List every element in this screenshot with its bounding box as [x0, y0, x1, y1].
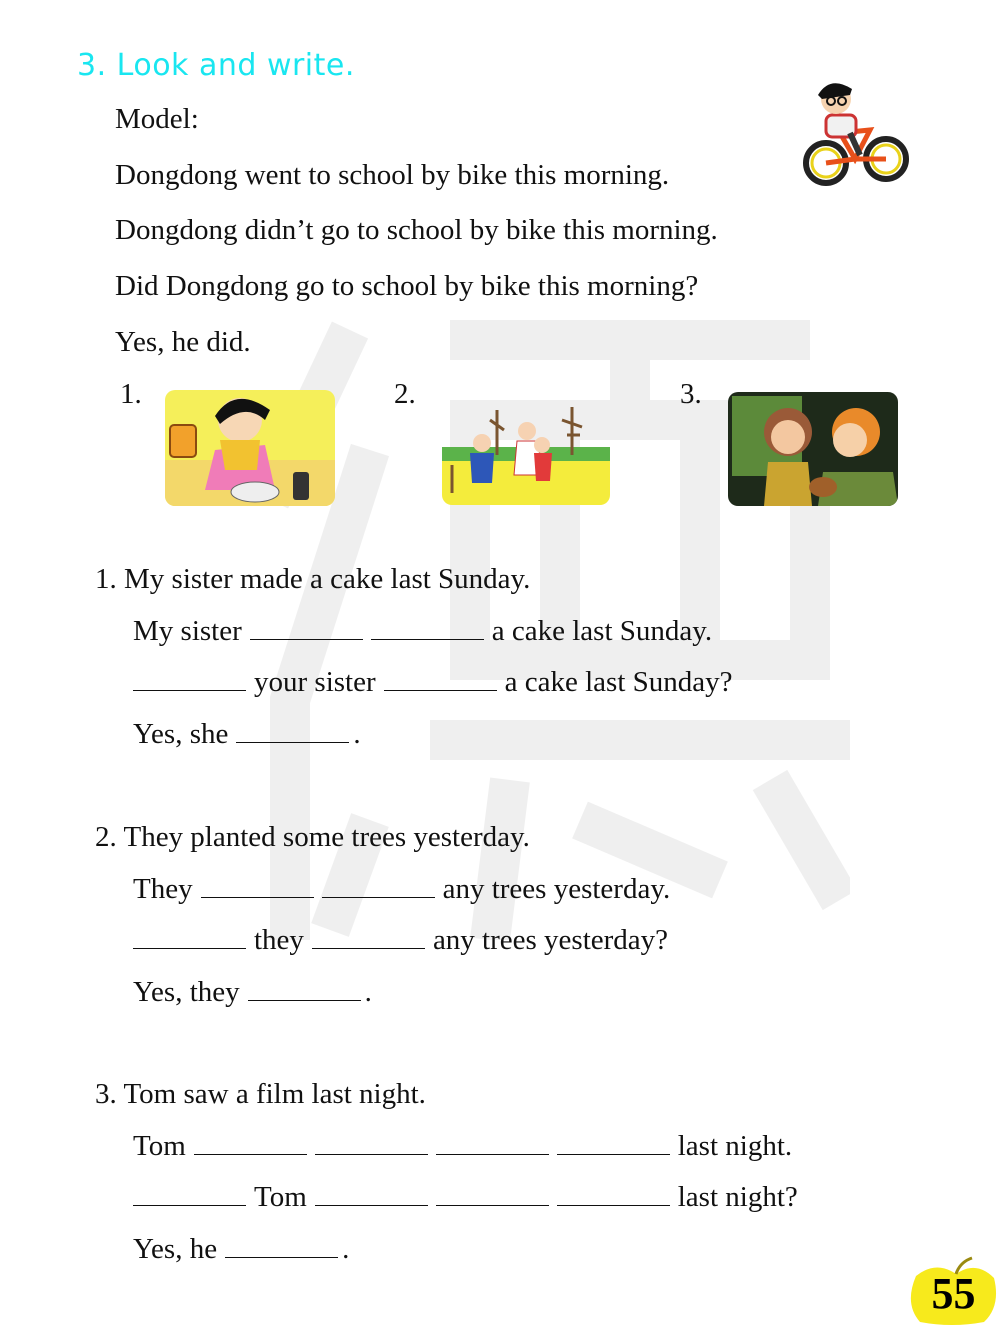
exercise-sentence [129, 716, 361, 752]
sentence-text: any trees yesterday? [432, 924, 669, 956]
exercise-sentence [129, 1231, 349, 1267]
answer-blank[interactable] [236, 716, 349, 743]
children-planting-trees-illustration [442, 405, 610, 505]
answer-blank[interactable] [225, 1231, 338, 1258]
sentence-text: Yes, he [133, 1233, 218, 1265]
model-line: Dongdong didn’t go to school by bike this morning. [115, 214, 718, 246]
sentence-text: . [353, 718, 361, 750]
answer-blank[interactable] [315, 1179, 428, 1206]
sentence-text: a cake last Sunday. [491, 615, 713, 647]
answer-blank[interactable] [133, 664, 246, 691]
answer-blank[interactable] [436, 1128, 549, 1155]
sentence-text: last night? [677, 1181, 798, 1213]
answer-blank[interactable] [133, 922, 246, 949]
sentence-text: Yes, she [133, 718, 229, 750]
girl-baking-cake-illustration [165, 390, 335, 506]
model-line: Did Dongdong go to school by bike this morning? [115, 270, 699, 302]
sentence-text: Tom [133, 1130, 186, 1162]
sentence-text: your sister [254, 666, 376, 698]
answer-blank[interactable] [322, 871, 435, 898]
exercise-sentence [129, 664, 737, 700]
exercise-sentence [129, 974, 372, 1010]
answer-blank[interactable] [250, 613, 363, 640]
sentence-text: any trees yesterday. [442, 873, 671, 905]
exercise-sentence [129, 922, 672, 958]
answer-blank[interactable] [312, 922, 425, 949]
exercise-prompt: 3. Tom saw a film last night. [95, 1078, 426, 1110]
picture-number: 2. [394, 378, 416, 410]
model-line: Yes, he did. [115, 326, 251, 358]
exercise-sentence [129, 1179, 802, 1215]
sentence-text: Tom [254, 1181, 307, 1213]
sentence-text: My sister [133, 615, 242, 647]
boy-on-bike-illustration [800, 75, 912, 190]
exercise-sentence [129, 871, 674, 907]
answer-blank[interactable] [201, 871, 314, 898]
answer-blank[interactable] [436, 1179, 549, 1206]
picture-number: 3. [680, 378, 702, 410]
answer-blank[interactable] [384, 664, 497, 691]
answer-blank[interactable] [557, 1128, 670, 1155]
exercise-prompt: 2. They planted some trees yesterday. [95, 821, 530, 853]
exercise-sentence [129, 1128, 796, 1164]
sentence-text: . [364, 976, 372, 1008]
answer-blank[interactable] [315, 1128, 428, 1155]
model-label: Model: [115, 103, 199, 135]
model-line: Dongdong went to school by bike this morning. [115, 159, 670, 191]
children-watching-film-illustration [728, 392, 898, 506]
answer-blank[interactable] [557, 1179, 670, 1206]
sentence-text: Yes, they [133, 976, 240, 1008]
page-number: 55 [931, 1269, 976, 1318]
sentence-text: They [133, 873, 193, 905]
exercise-prompt: 1. My sister made a cake last Sunday. [95, 563, 531, 595]
sentence-text: they [254, 924, 304, 956]
answer-blank[interactable] [133, 1179, 246, 1206]
sentence-text: last night. [677, 1130, 793, 1162]
sentence-text: . [342, 1233, 350, 1265]
page-number-badge [906, 1256, 996, 1326]
sentence-text: a cake last Sunday? [504, 666, 733, 698]
answer-blank[interactable] [194, 1128, 307, 1155]
answer-blank[interactable] [248, 974, 361, 1001]
exercise-sentence [129, 613, 716, 649]
answer-blank[interactable] [371, 613, 484, 640]
picture-number: 1. [120, 378, 142, 410]
section-title: 3. Look and write. [77, 48, 355, 83]
